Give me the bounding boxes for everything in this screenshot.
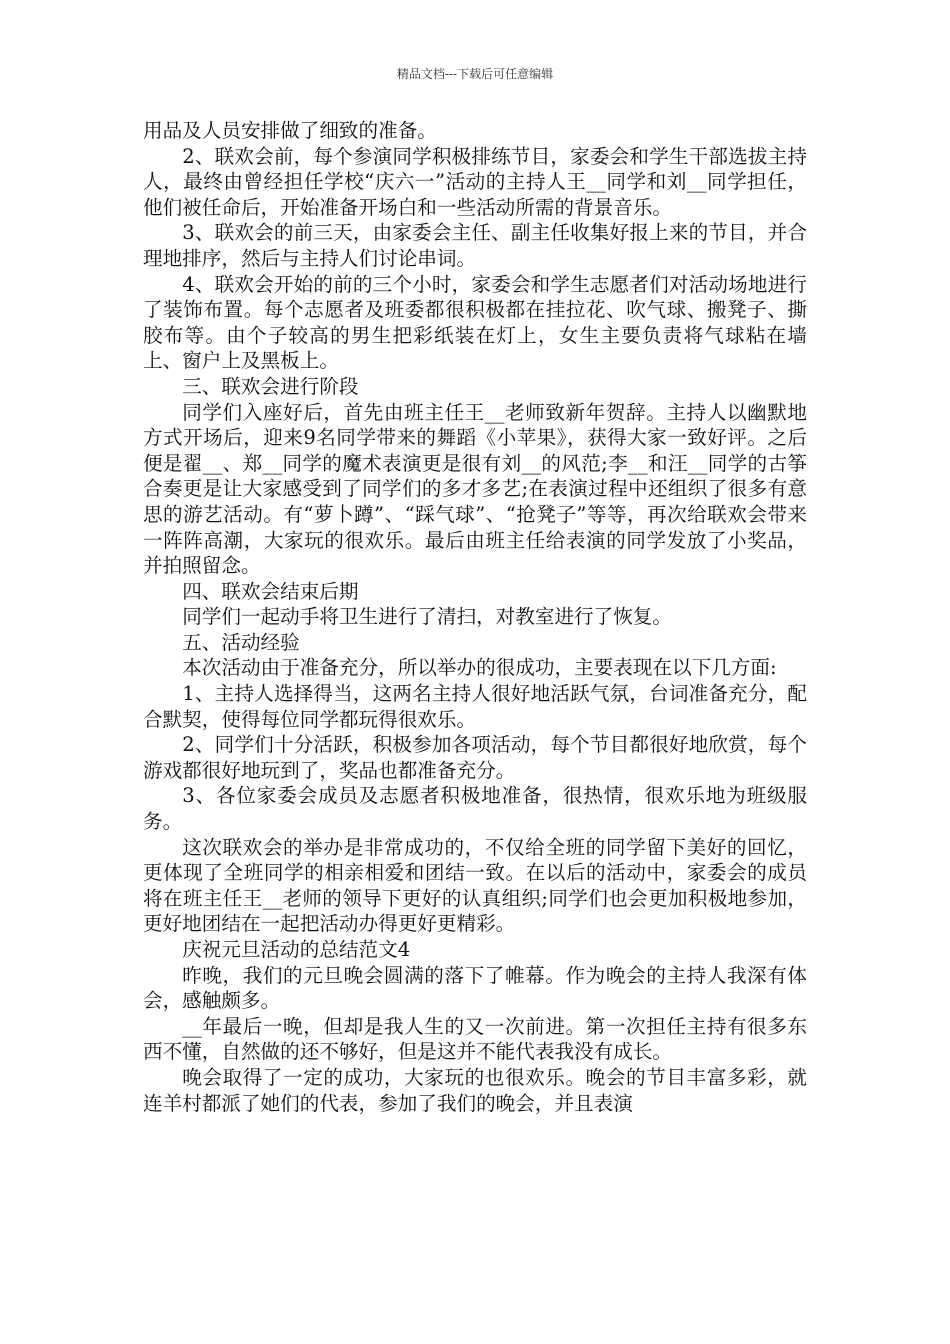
paragraph: __年最后一晚，但却是我人生的又一次前进。第一次担任主持有很多东西不懂，自然做的还不够好，但是这并不能代表我没有成长。: [143, 1014, 807, 1064]
paragraph: 同学们一起动手将卫生进行了清扫，对教室进行了恢复。: [182, 605, 673, 629]
section-heading: 四、联欢会结束后期: [182, 579, 359, 603]
paragraph: 同学们入座好后，首先由班主任王__老师致新年贺辞。主持人以幽默地方式开场后，迎来9名同学带来的舞蹈《小苹果》，获得大家一致好评。之后便是翟__、郑__同学的魔术表演更是很有刘__的风范;李__和汪__同学的古筝合奏更是让大家感受到了同学们的多才多艺;在表演过程中还组织了很多有意思的游艺活动。有“萝卜蹲”、“踩气球”、“抢凳子”等等，再次给联欢会带来一阵阵高潮，大家玩的很欢乐。最后由班主任给表演的同学发放了小奖品，并拍照留念。: [143, 400, 807, 578]
paragraph: 3、各位家委会成员及志愿者积极地准备，很热情，很欢乐地为班级服务。: [143, 784, 807, 834]
paragraph: 2、联欢会前，每个参演同学积极排练节目，家委会和学生干部选拔主持人，最终由曾经担任学校“庆六一”活动的主持人王__同学和刘__同学担任，他们被任命后，开始准备开场白和一些活动所需的背景音乐。: [143, 144, 807, 219]
section-heading: 庆祝元旦活动的总结范文4: [182, 938, 411, 961]
paragraph: 3、联欢会的前三天，由家委会主任、副主任收集好报上来的节目，并合理地排序，然后与主持人们讨论串词。: [143, 221, 807, 270]
paragraph: 晚会取得了一定的成功，大家玩的也很欢乐。晚会的节目丰富多彩，就连羊村都派了她们的代表，参加了我们的晚会，并且表演: [143, 1065, 807, 1115]
paragraph: 用品及人员安排做了细致的准备。: [143, 119, 437, 142]
paragraph: 1、主持人选择得当，这两名主持人很好地活跃气氛，台词准备充分，配合默契，使得每位同学都玩得很欢乐。: [143, 682, 807, 731]
paragraph: 昨晚，我们的元旦晚会圆满的落下了帷幕。作为晚会的主持人我深有体会，感触颇多。: [143, 963, 807, 1013]
paragraph: 这次联欢会的举办是非常成功的，不仅给全班的同学留下美好的回忆，更体现了全班同学的相亲相爱和团结一致。在以后的活动中，家委会的成员将在班主任王__老师的领导下更好的认真组织;同学们也会更加积极地参加，更好地团结在一起把活动办得更好更精彩。: [143, 835, 807, 936]
page-header: 精品文档---下载后可任意编辑: [396, 67, 554, 81]
section-heading: 五、活动经验: [182, 630, 300, 654]
paragraph: 4、联欢会开始的前的三个小时，家委会和学生志愿者们对活动场地进行了装饰布置。每个志愿者及班委都很积极都在挂拉花、吹气球、搬凳子、撕胶布等。由个子较高的男生把彩纸装在灯上，女生主要负责将气球粘在墙上、窗户上及黑板上。: [143, 272, 807, 373]
document-body: [143, 118, 807, 1116]
paragraph: 本次活动由于准备充分，所以举办的很成功，主要表现在以下几方面:: [182, 656, 777, 680]
paragraph: 2、同学们十分活跃，积极参加各项活动，每个节目都很好地欣赏，每个游戏都很好地玩到了，奖品也都准备充分。: [143, 733, 807, 782]
section-heading: 三、联欢会进行阶段: [182, 374, 359, 398]
